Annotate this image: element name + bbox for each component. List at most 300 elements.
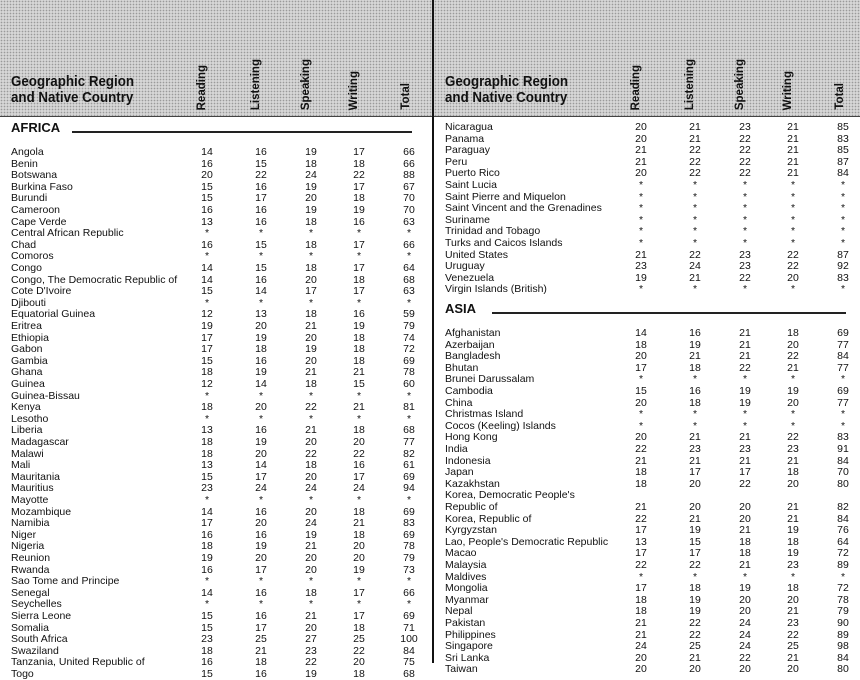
speaking-score: 22 xyxy=(739,651,751,664)
table-row xyxy=(0,401,432,413)
writing-score: 24 xyxy=(353,482,365,495)
listening-score: 16 xyxy=(255,273,267,286)
table-row xyxy=(434,431,860,443)
speaking-score: 22 xyxy=(305,401,317,414)
speaking-score: 19 xyxy=(305,343,317,356)
listening-score: 20 xyxy=(689,663,701,676)
country-name: Saint Lucia xyxy=(445,179,497,191)
reading-score: 20 xyxy=(635,121,647,133)
country-name: Mozambique xyxy=(11,505,72,518)
writing-score: * xyxy=(356,227,362,240)
writing-score: 23 xyxy=(787,617,799,629)
listening-score: * xyxy=(258,598,264,611)
speaking-score: 23 xyxy=(305,644,317,657)
writing-score: 17 xyxy=(353,470,365,483)
total-score: 63 xyxy=(403,215,415,228)
speaking-score: 22 xyxy=(739,271,751,284)
reading-score: * xyxy=(638,225,644,238)
country-name: South Africa xyxy=(11,633,68,646)
country-name: Namibia xyxy=(11,517,50,530)
country-name: Bangladesh xyxy=(445,350,501,363)
speaking-score: 21 xyxy=(739,454,751,467)
table-row xyxy=(434,408,860,420)
total-score: 67 xyxy=(403,180,415,193)
speaking-score: 22 xyxy=(305,447,317,460)
speaking-score: 19 xyxy=(739,396,751,409)
speaking-score: 20 xyxy=(305,552,317,564)
speaking-score: 21 xyxy=(739,431,751,444)
table-row xyxy=(0,633,432,645)
listening-score: * xyxy=(258,296,264,309)
listening-score: * xyxy=(258,575,264,588)
total-score: 77 xyxy=(837,361,849,374)
reading-score: * xyxy=(204,575,210,588)
speaking-score: 20 xyxy=(305,436,317,448)
total-score: 81 xyxy=(403,401,415,414)
total-score: 59 xyxy=(403,308,415,321)
reading-score: 20 xyxy=(201,169,213,182)
listening-score: 20 xyxy=(255,552,267,564)
country-name: Senegal xyxy=(11,586,50,599)
speaking-score: 22 xyxy=(739,155,751,168)
listening-score: 16 xyxy=(255,215,267,228)
total-score: 79 xyxy=(403,552,415,564)
reading-score: * xyxy=(638,190,644,203)
writing-score: 17 xyxy=(353,285,365,298)
writing-score: 19 xyxy=(787,524,799,537)
writing-score: 16 xyxy=(353,308,365,321)
reading-score: 15 xyxy=(201,192,213,205)
table-row xyxy=(0,471,432,483)
table-row xyxy=(0,529,432,541)
listening-score: 19 xyxy=(255,540,267,553)
country-name: Saint Vincent and the Grenadines xyxy=(445,202,602,215)
speaking-score: 20 xyxy=(739,663,751,676)
speaking-score: 19 xyxy=(739,582,751,595)
listening-score: 13 xyxy=(255,308,267,321)
country-name: Chad xyxy=(11,238,37,251)
table-row xyxy=(0,598,432,610)
speaking-score: 23 xyxy=(739,121,751,133)
writing-score: 20 xyxy=(787,593,799,606)
writing-score: 18 xyxy=(353,621,365,634)
listening-score: 16 xyxy=(255,528,267,541)
reading-score: 17 xyxy=(201,343,213,356)
left-header-writing: Writing xyxy=(348,70,360,110)
speaking-score: 22 xyxy=(739,167,751,180)
reading-score: 13 xyxy=(201,424,213,437)
total-score: 78 xyxy=(403,540,415,553)
speaking-score: 17 xyxy=(739,466,751,479)
reading-score: 15 xyxy=(635,385,647,397)
listening-score: 19 xyxy=(689,338,701,351)
table-row xyxy=(0,227,432,239)
writing-score: 17 xyxy=(353,262,365,274)
total-score: 88 xyxy=(403,169,415,182)
table-row xyxy=(434,582,860,594)
reading-score: 22 xyxy=(635,512,647,525)
listening-score: 19 xyxy=(255,366,267,379)
writing-score: * xyxy=(356,389,362,402)
total-score: 83 xyxy=(403,517,415,530)
writing-score: 25 xyxy=(787,640,799,653)
table-row xyxy=(434,455,860,467)
country-name: Mali xyxy=(11,459,31,472)
listening-score: 16 xyxy=(255,668,267,680)
reading-score: 15 xyxy=(201,610,213,622)
table-row xyxy=(434,594,860,606)
writing-score: 22 xyxy=(787,628,799,641)
table-row xyxy=(0,378,432,390)
reading-score: 22 xyxy=(635,443,647,455)
speaking-score: 22 xyxy=(739,477,751,490)
country-name: Nicaragua xyxy=(445,121,493,133)
reading-score: 21 xyxy=(635,501,647,513)
writing-score: 17 xyxy=(353,586,365,599)
listening-score: 21 xyxy=(689,271,701,284)
country-name: Angola xyxy=(11,146,44,158)
listening-score: 14 xyxy=(255,285,267,298)
table-row xyxy=(0,343,432,355)
writing-score: * xyxy=(790,213,796,226)
reading-score: 17 xyxy=(635,361,647,374)
total-score: 78 xyxy=(837,593,849,606)
writing-score: 21 xyxy=(787,512,799,525)
country-name: Peru xyxy=(445,155,468,168)
reading-score: * xyxy=(638,283,644,296)
table-row xyxy=(434,272,860,284)
listening-score: 21 xyxy=(689,121,701,133)
listening-score: 17 xyxy=(255,470,267,483)
reading-score: * xyxy=(638,373,644,386)
reading-score: 23 xyxy=(201,482,213,495)
total-score: 63 xyxy=(403,285,415,298)
total-score: * xyxy=(840,570,846,583)
listening-score: 19 xyxy=(689,593,701,606)
listening-score: 16 xyxy=(255,586,267,599)
reading-score: 14 xyxy=(201,586,213,599)
left-header-reading: Reading xyxy=(196,64,208,110)
speaking-score: 22 xyxy=(305,656,317,669)
writing-score: 20 xyxy=(353,436,365,448)
total-score: 60 xyxy=(403,378,415,390)
speaking-score: 21 xyxy=(739,338,751,351)
speaking-score: 24 xyxy=(739,640,751,653)
reading-score: 20 xyxy=(635,651,647,664)
country-name: Central African Republic xyxy=(11,227,124,240)
country-name: Ethiopia xyxy=(11,331,49,344)
table-row xyxy=(434,214,860,226)
writing-score: 21 xyxy=(787,167,799,180)
listening-score: * xyxy=(692,373,698,386)
reading-score: 15 xyxy=(201,621,213,634)
total-score: 76 xyxy=(837,524,849,537)
country-name: Singapore xyxy=(445,640,493,653)
writing-score: * xyxy=(790,373,796,386)
listening-score: 19 xyxy=(255,436,267,448)
country-name: Taiwan xyxy=(445,663,478,676)
speaking-score: * xyxy=(742,419,748,432)
table-row xyxy=(0,448,432,460)
table-row xyxy=(0,656,432,668)
total-score: 82 xyxy=(837,501,849,513)
table-row xyxy=(0,355,432,367)
speaking-score: 20 xyxy=(305,621,317,634)
listening-score: 21 xyxy=(689,651,701,664)
table-row xyxy=(434,339,860,351)
writing-score: 18 xyxy=(353,528,365,541)
writing-score: * xyxy=(356,494,362,506)
writing-score: 18 xyxy=(353,157,365,170)
reading-score: 18 xyxy=(635,605,647,618)
speaking-score: 20 xyxy=(305,354,317,367)
table-row xyxy=(434,547,860,559)
table-row xyxy=(0,297,432,309)
speaking-score: * xyxy=(308,575,314,588)
listening-score: 17 xyxy=(255,563,267,576)
country-name: Rwanda xyxy=(11,563,50,576)
table-row xyxy=(0,320,432,332)
total-score: * xyxy=(840,179,846,191)
speaking-score: 18 xyxy=(305,157,317,170)
table-row xyxy=(0,250,432,262)
reading-score: 17 xyxy=(201,331,213,344)
speaking-score: 20 xyxy=(305,192,317,205)
section-rule xyxy=(492,312,846,314)
speaking-score: * xyxy=(742,408,748,421)
reading-score: 21 xyxy=(635,617,647,629)
total-score: 98 xyxy=(837,640,849,653)
writing-score: 18 xyxy=(787,327,799,339)
total-score: 84 xyxy=(837,167,849,180)
writing-score: * xyxy=(790,283,796,296)
total-score: 69 xyxy=(403,528,415,541)
total-score: 72 xyxy=(837,582,849,595)
country-name: Trinidad and Tobago xyxy=(445,225,541,238)
writing-score: 18 xyxy=(353,273,365,286)
country-name: Saint Pierre and Miquelon xyxy=(445,190,566,203)
total-score: 94 xyxy=(403,482,415,495)
total-score: * xyxy=(840,213,846,226)
reading-score: * xyxy=(204,296,210,309)
country-name: Republic of xyxy=(445,501,498,513)
country-name: Malaysia xyxy=(445,559,487,571)
total-score: 66 xyxy=(403,146,415,158)
reading-score: 18 xyxy=(201,447,213,460)
reading-score: 18 xyxy=(635,338,647,351)
reading-score: * xyxy=(204,227,210,240)
right-header-listening: Listening xyxy=(684,58,696,110)
country-name: Mongolia xyxy=(445,582,488,595)
total-score: 69 xyxy=(837,327,849,339)
table-row xyxy=(0,622,432,634)
table-row xyxy=(0,413,432,425)
table-row xyxy=(0,517,432,529)
country-name: Panama xyxy=(445,132,485,145)
writing-score: 22 xyxy=(787,350,799,363)
reading-score: 13 xyxy=(635,535,647,548)
listening-score: 20 xyxy=(689,477,701,490)
speaking-score: 24 xyxy=(305,482,317,495)
listening-score: 22 xyxy=(689,144,701,157)
writing-score: 20 xyxy=(787,396,799,409)
reading-score: 18 xyxy=(635,466,647,479)
writing-score: 22 xyxy=(353,644,365,657)
listening-score: 16 xyxy=(255,180,267,193)
total-score: * xyxy=(406,494,412,506)
listening-score: 21 xyxy=(255,644,267,657)
writing-score: * xyxy=(356,296,362,309)
total-score: * xyxy=(840,373,846,386)
total-score: 68 xyxy=(403,424,415,437)
table-row xyxy=(434,617,860,629)
speaking-score: 20 xyxy=(739,512,751,525)
total-score: 84 xyxy=(403,644,415,657)
reading-score: 18 xyxy=(201,401,213,414)
reading-score: 18 xyxy=(201,436,213,448)
table-row xyxy=(434,167,860,179)
writing-score: 22 xyxy=(353,169,365,182)
writing-score: 20 xyxy=(787,338,799,351)
total-score: 74 xyxy=(403,331,415,344)
country-name: Hong Kong xyxy=(445,431,498,444)
listening-score: 16 xyxy=(255,204,267,216)
reading-score: * xyxy=(204,494,210,506)
reading-score: 21 xyxy=(635,144,647,157)
total-score: 69 xyxy=(837,385,849,397)
writing-score: 19 xyxy=(353,204,365,216)
speaking-score: 19 xyxy=(305,204,317,216)
table-row xyxy=(0,285,432,297)
right-table-header xyxy=(434,0,860,117)
country-name: Ghana xyxy=(11,366,43,379)
total-score: 89 xyxy=(837,559,849,571)
speaking-score: 24 xyxy=(739,628,751,641)
table-row xyxy=(434,144,860,156)
table-row xyxy=(0,552,432,564)
reading-score: 16 xyxy=(201,204,213,216)
total-score: * xyxy=(840,202,846,215)
country-name: Lao, People's Democratic Republic xyxy=(445,535,609,548)
listening-score: 14 xyxy=(255,378,267,390)
listening-score: 18 xyxy=(689,361,701,374)
writing-score: 21 xyxy=(353,517,365,530)
reading-score: 13 xyxy=(201,459,213,472)
speaking-score: 17 xyxy=(305,285,317,298)
right-header-writing: Writing xyxy=(782,70,794,110)
listening-score: 24 xyxy=(255,482,267,495)
section-heading: ASIA xyxy=(445,301,477,316)
total-score: 73 xyxy=(403,563,415,576)
table-row xyxy=(434,179,860,191)
reading-score: * xyxy=(638,213,644,226)
total-score: 83 xyxy=(837,431,849,444)
listening-score: 21 xyxy=(689,512,701,525)
table-row xyxy=(434,524,860,536)
writing-score: * xyxy=(790,202,796,215)
reading-score: 17 xyxy=(635,582,647,595)
table-row xyxy=(0,390,432,402)
speaking-score: 23 xyxy=(739,443,751,455)
table-row xyxy=(434,327,860,339)
writing-score: 20 xyxy=(353,656,365,669)
writing-score: 20 xyxy=(353,540,365,553)
table-row xyxy=(0,436,432,448)
reading-score: 14 xyxy=(201,262,213,274)
speaking-score: 21 xyxy=(305,320,317,332)
writing-score: 21 xyxy=(787,605,799,618)
reading-score: * xyxy=(638,408,644,421)
total-score: 70 xyxy=(403,204,415,216)
total-score: 64 xyxy=(837,535,849,548)
speaking-score: * xyxy=(308,250,314,263)
total-score: * xyxy=(406,575,412,588)
speaking-score: 21 xyxy=(305,540,317,553)
speaking-score: 21 xyxy=(739,559,751,571)
reading-score: 16 xyxy=(201,528,213,541)
section-heading: AFRICA xyxy=(11,120,61,135)
speaking-score: 19 xyxy=(739,385,751,397)
table-row xyxy=(0,575,432,587)
total-score: 70 xyxy=(837,466,849,479)
speaking-score: * xyxy=(742,190,748,203)
speaking-score: 18 xyxy=(305,262,317,274)
reading-score: 19 xyxy=(635,271,647,284)
table-row xyxy=(0,169,432,181)
total-score: 68 xyxy=(403,273,415,286)
reading-score: 15 xyxy=(201,668,213,680)
listening-score: 19 xyxy=(255,331,267,344)
reading-score: 21 xyxy=(635,454,647,467)
table-row xyxy=(434,202,860,214)
total-score: 80 xyxy=(837,663,849,676)
total-score: 66 xyxy=(403,238,415,251)
listening-score: * xyxy=(258,389,264,402)
listening-score: 16 xyxy=(255,424,267,437)
country-name: Cambodia xyxy=(445,385,493,397)
writing-score: 18 xyxy=(353,331,365,344)
listening-score: 25 xyxy=(255,633,267,646)
reading-score: * xyxy=(638,202,644,215)
section-rule xyxy=(72,131,412,133)
writing-score: 19 xyxy=(787,385,799,397)
listening-score: * xyxy=(692,570,698,583)
listening-score: * xyxy=(692,237,698,249)
country-name: Korea, Democratic People's xyxy=(445,489,575,502)
total-score: 77 xyxy=(403,436,415,448)
speaking-score: 18 xyxy=(739,547,751,560)
left-header-title: Geographic Region and Native Country xyxy=(11,74,135,106)
listening-score: 19 xyxy=(689,605,701,618)
table-row xyxy=(0,494,432,506)
country-name: Togo xyxy=(11,668,34,680)
country-name: Lesotho xyxy=(11,412,49,425)
writing-score: 25 xyxy=(353,633,365,646)
reading-score: * xyxy=(204,598,210,611)
listening-score: * xyxy=(692,283,698,296)
writing-score: 21 xyxy=(787,132,799,145)
total-score: * xyxy=(840,419,846,432)
country-name: Eritrea xyxy=(11,320,42,332)
table-row xyxy=(0,482,432,494)
writing-score: 20 xyxy=(787,477,799,490)
speaking-score: 19 xyxy=(305,668,317,680)
country-name: Azerbaijan xyxy=(445,338,495,351)
reading-score: 12 xyxy=(201,378,213,390)
table-row xyxy=(434,605,860,617)
speaking-score: 23 xyxy=(739,260,751,273)
total-score: 89 xyxy=(837,628,849,641)
